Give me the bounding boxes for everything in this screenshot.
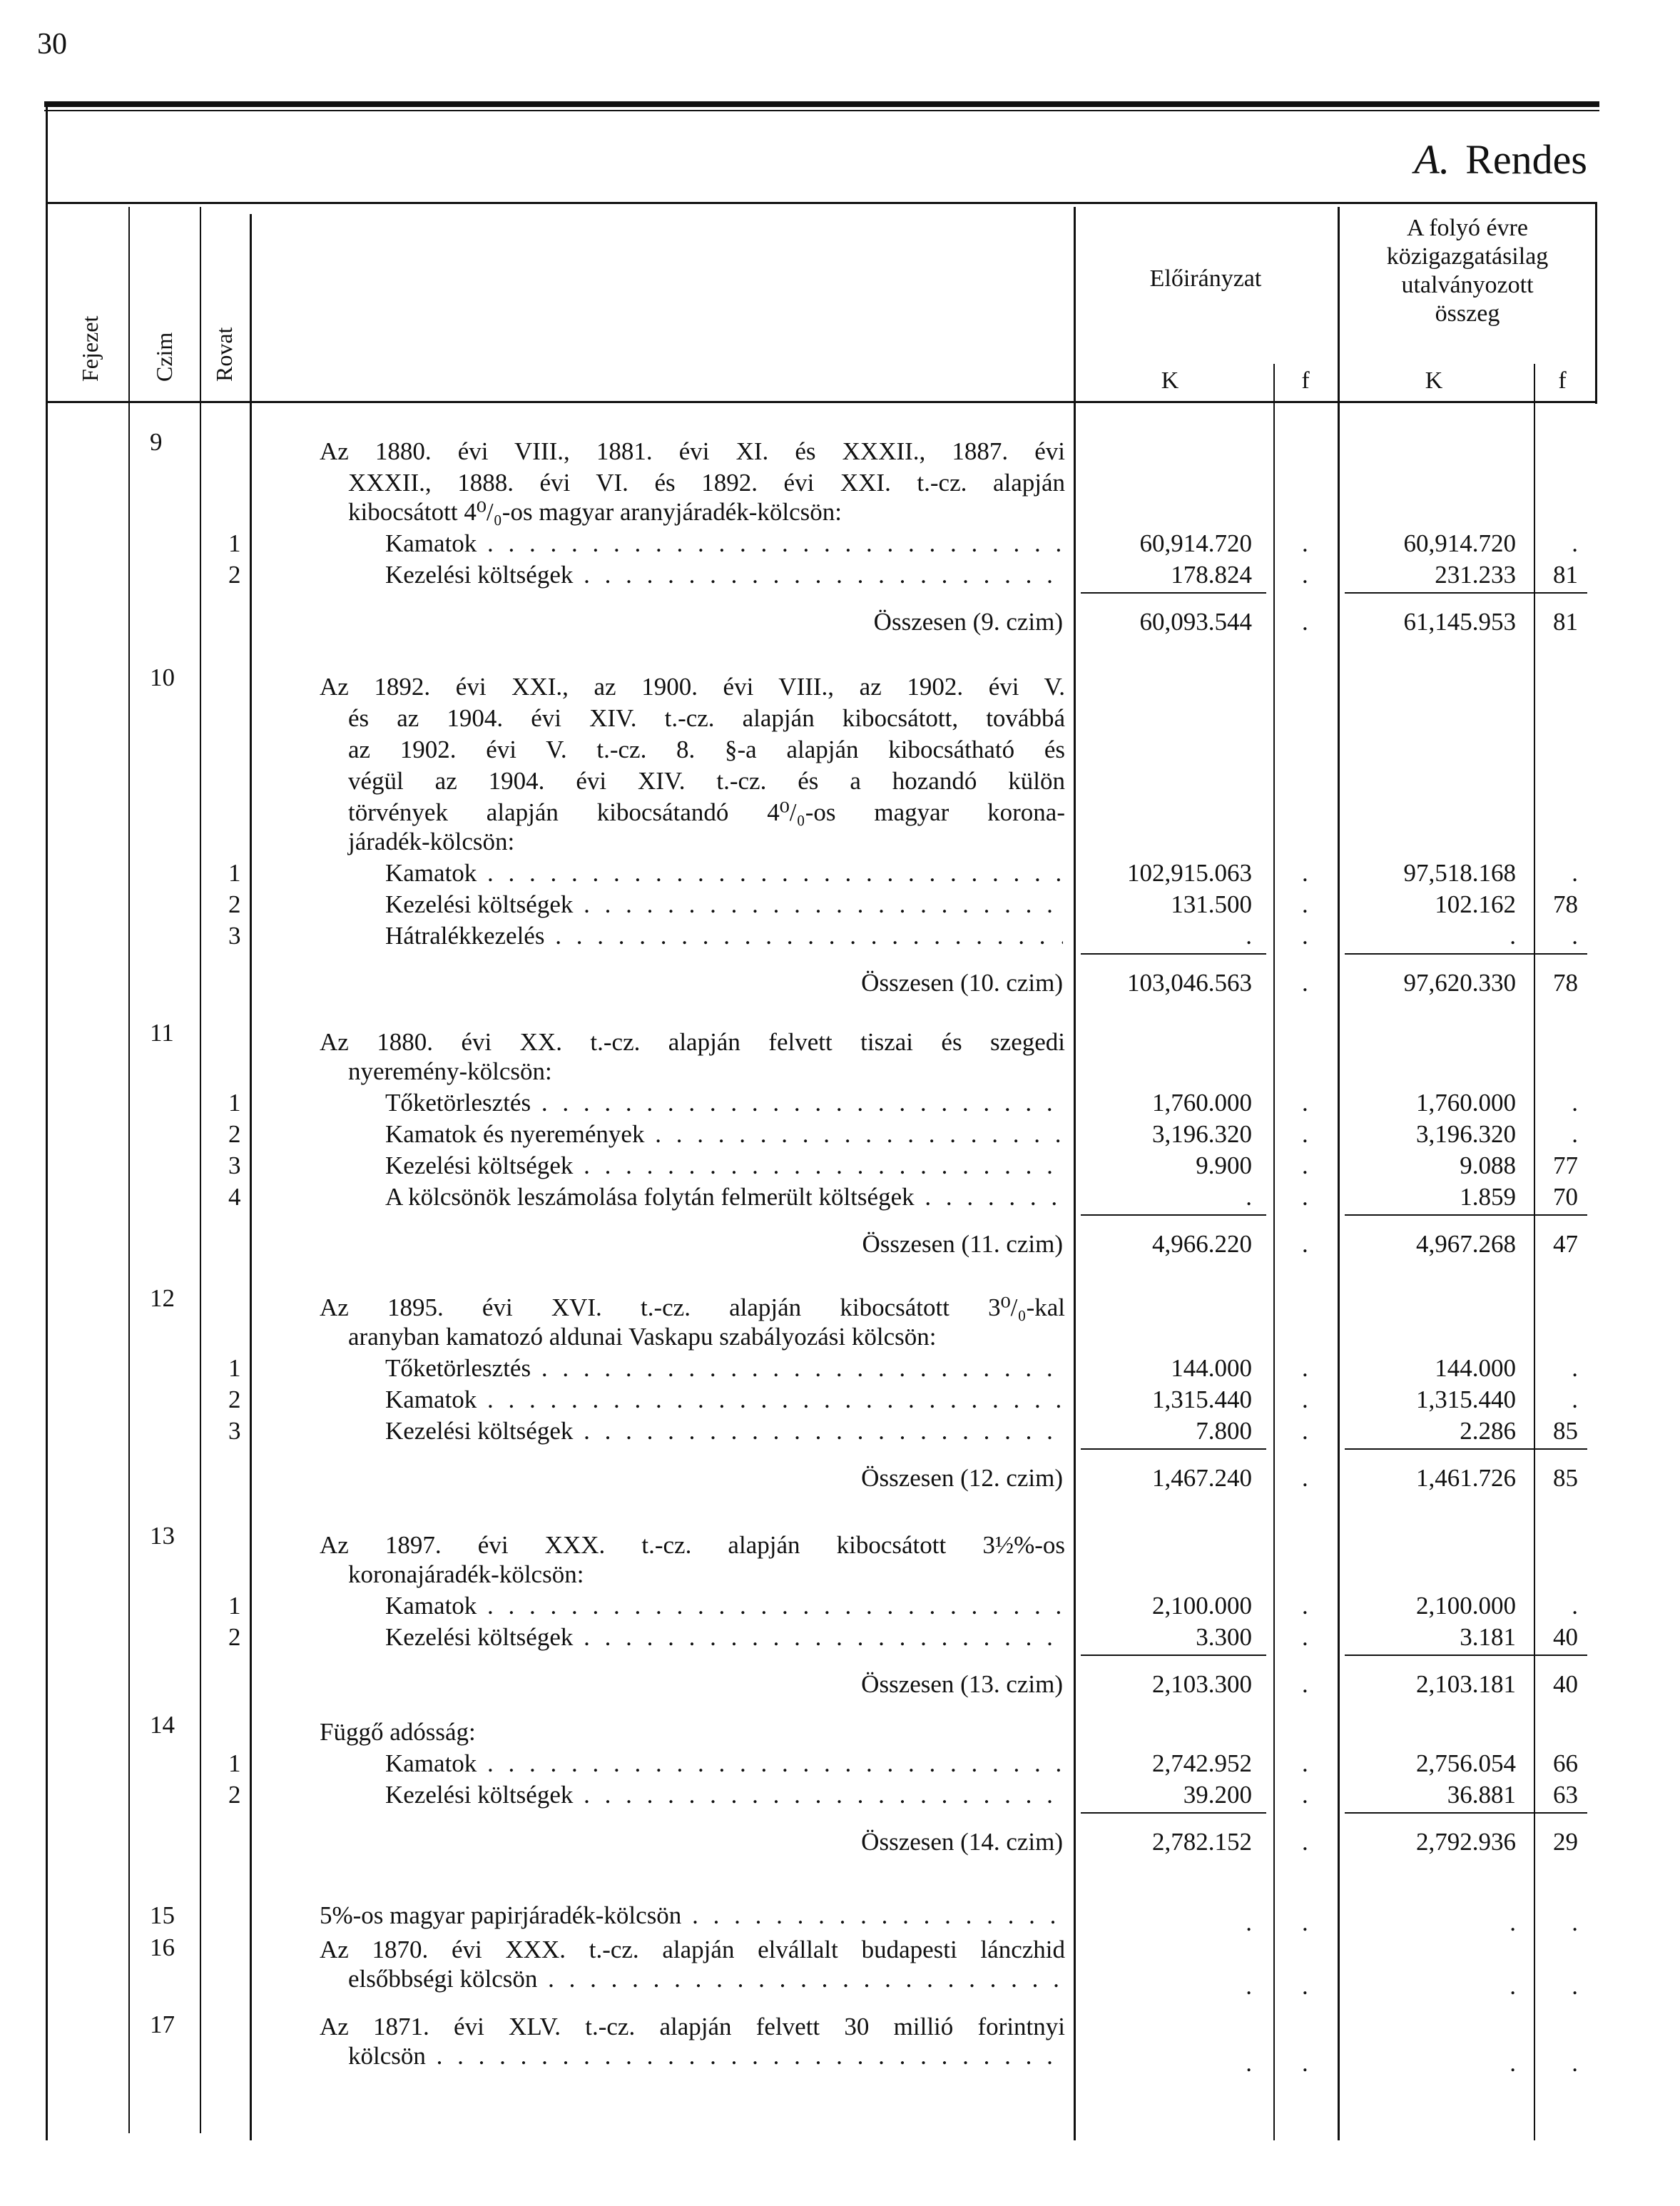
section-czim: 14 [150,1711,175,1739]
top-rule [44,101,1599,107]
item-k2: 3.181 [1460,1623,1516,1651]
section-total-f1: . [1302,1230,1308,1258]
item-f2: 78 [1553,890,1578,918]
section-total-k1: 60,093.544 [1139,608,1252,636]
item-label: Tőketörlesztés . . . [385,1354,1063,1383]
header-top-rule [46,202,1595,204]
header-bottom-rule [46,401,1595,403]
tail-f2: . [1572,1908,1578,1936]
item-f1: . [1302,890,1308,918]
item-f2: 66 [1553,1749,1578,1777]
item-f1: . [1302,859,1308,887]
item-f1: . [1302,1781,1308,1809]
tail-k2: . [1510,2049,1516,2077]
item-f1: . [1302,529,1308,557]
tail-line: Az 1871. évi XLV. t.-cz. alapján felvett 30 millió forintnyi [320,2013,1065,2040]
item-rovat: 2 [228,890,241,918]
header-k-1: K [1161,367,1179,394]
item-k1: 2,100.000 [1152,1592,1252,1620]
item-f2: 70 [1553,1183,1578,1211]
section-total-label: Összesen (13. czim) [861,1670,1063,1698]
section-czim: 12 [150,1284,175,1312]
item-label: Kezelési költségek . . . [385,561,1063,589]
section-description-line: törvények alapján kibocsátandó 4⁰/₀-os magyar korona- [348,798,1065,826]
item-rovat: 2 [228,561,241,589]
item-k2: 102.162 [1435,890,1516,918]
item-k2: 1.859 [1460,1183,1516,1211]
item-rovat: 2 [228,1781,241,1809]
item-k2: 3,196.320 [1416,1120,1516,1148]
section-total-f1: . [1302,1464,1308,1492]
col-sep-2 [200,207,201,2133]
item-f1: . [1302,1592,1308,1620]
item-rovat: 3 [228,1417,241,1445]
item-k1: 3.300 [1196,1623,1252,1651]
item-k2: 36.881 [1447,1781,1516,1809]
item-k2: 97,518.168 [1403,859,1516,887]
section-description-line: Az 1897. évi XXX. t.-cz. alapján kibocsátott 3½%-os [320,1531,1065,1559]
section-description-line: járadék-kölcsön: [348,828,515,855]
subtotal-rule-2 [1345,953,1587,955]
section-total-f2: 78 [1553,969,1578,997]
item-k1: . [1246,1183,1252,1211]
header-f-1: f [1301,367,1310,394]
item-f2: . [1572,1386,1578,1413]
item-f1: . [1302,1749,1308,1777]
item-f2: 40 [1553,1623,1578,1651]
section-total-k2: 61,145.953 [1403,608,1516,636]
total-rule-1 [1081,1654,1266,1656]
section-description-line: végül az 1904. évi XIV. t.-cz. és a hozandó külön [348,767,1065,795]
header-eloiranyzat: Előirányzat [1149,265,1262,292]
col-sep-4 [1074,207,1076,2140]
item-k2: 2.286 [1460,1417,1516,1445]
header-utalv-line-2: közigazgatásilag [1386,243,1549,270]
item-rovat: 1 [228,859,241,887]
item-f2: 85 [1553,1417,1578,1445]
item-rovat: 3 [228,922,241,950]
item-rovat: 1 [228,1089,241,1117]
section-czim: 9 [150,428,163,456]
header-rovat: Rovat [211,327,237,382]
tail-k1: . [1246,1972,1252,2000]
item-f2: . [1572,922,1578,950]
total-rule-1 [1081,1448,1266,1450]
item-f2: . [1572,1089,1578,1117]
item-rovat: 2 [228,1120,241,1148]
item-k2: 1,760.000 [1416,1089,1516,1117]
col-sep-3 [250,214,252,2140]
section-total-k2: 97,620.330 [1403,969,1516,997]
item-k2: 2,756.054 [1416,1749,1516,1777]
item-label: Kamatok és nyeremények . . . [385,1120,1063,1149]
section-total-k2: 2,792.936 [1416,1828,1516,1856]
header-title [1414,136,1587,183]
item-k2: 60,914.720 [1403,529,1516,557]
item-label: Kezelési költségek . . . [385,1781,1063,1809]
item-k2: 1,315.440 [1416,1386,1516,1413]
header-k-2: K [1425,367,1443,394]
item-k1: 1,760.000 [1152,1089,1252,1117]
tail-f1: . [1302,1908,1308,1936]
section-total-k1: 2,103.300 [1152,1670,1252,1698]
tail-f1: . [1302,2049,1308,2077]
section-total-label: Összesen (14. czim) [861,1828,1063,1856]
section-description-line: kibocsátott 4⁰/₀-os magyar aranyjáradék-kölcsön: [348,498,842,526]
item-k1: 3,196.320 [1152,1120,1252,1148]
tail-line: elsőbbségi kölcsön . . . [348,1965,1063,1993]
item-k1: . [1246,922,1252,950]
header-fejezet: Fejezet [77,315,103,382]
section-description-line: nyeremény-kölcsön: [348,1057,552,1085]
section-total-k2: 4,967.268 [1416,1230,1516,1258]
item-f1: . [1302,1183,1308,1211]
tail-k1: . [1246,1908,1252,1936]
header-word: Rendes [1465,136,1587,183]
section-czim: 10 [150,664,175,691]
section-description-line: Függő adósság: [320,1718,476,1746]
header-f-2: f [1558,367,1567,394]
item-f1: . [1302,1354,1308,1382]
tail-f2: . [1572,1972,1578,2000]
section-description-line: koronajáradék-kölcsön: [348,1560,584,1588]
item-k1: 9.900 [1196,1152,1252,1179]
subtotal-rule-2 [1345,1812,1587,1814]
item-k1: 7.800 [1196,1417,1252,1445]
tail-k2: . [1510,1908,1516,1936]
section-total-f1: . [1302,608,1308,636]
header-utalvanyozott [1340,214,1595,328]
item-label: Tőketörlesztés . . . [385,1089,1063,1117]
item-k1: 102,915.063 [1127,859,1252,887]
col-sep-1 [128,207,130,2133]
section-czim: 11 [150,1019,174,1047]
tail-line: kölcsön . . . [348,2042,1063,2070]
tail-czim: 16 [150,1933,175,1961]
tail-k2: . [1510,1972,1516,2000]
item-f2: 63 [1553,1781,1578,1809]
header-letter: A. [1414,136,1450,183]
section-total-label: Összesen (12. czim) [861,1464,1063,1492]
section-description-line: aranyban kamatozó aldunai Vaskapu szabályozási kölcsön: [348,1323,937,1351]
col-sep-f2 [1534,364,1535,2140]
item-rovat: 1 [228,1592,241,1620]
section-description-line: és az 1904. évi XIV. t.-cz. alapján kibocsátott, továbbá [348,704,1065,732]
item-f1: . [1302,1120,1308,1148]
subtotal-rule-2 [1345,1448,1587,1450]
item-label: Kezelési költségek . . . [385,890,1063,919]
subtotal-rule-2 [1345,1214,1587,1216]
item-label: Kezelési költségek . . . [385,1152,1063,1180]
section-total-f2: 81 [1553,608,1578,636]
section-total-f2: 29 [1553,1828,1578,1856]
item-k1: 39.200 [1183,1781,1252,1809]
item-rovat: 4 [228,1183,241,1211]
item-rovat: 2 [228,1386,241,1413]
col-sep-f1 [1273,364,1275,2140]
subtotal-rule-2 [1345,1654,1587,1656]
section-total-k1: 1,467.240 [1152,1464,1252,1492]
tail-czim: 15 [150,1901,175,1929]
item-f2: . [1572,1354,1578,1382]
item-k2: 9.088 [1460,1152,1516,1179]
item-f1: . [1302,1417,1308,1445]
item-f2: 77 [1553,1152,1578,1179]
section-description-line: XXXII., 1888. évi VI. és 1892. évi XXI. t.-cz. alapján [348,469,1065,497]
item-k1: 2,742.952 [1152,1749,1252,1777]
item-rovat: 1 [228,529,241,557]
total-rule-1 [1081,953,1266,955]
total-rule-1 [1081,592,1266,594]
item-k1: 131.500 [1171,890,1252,918]
item-f2: . [1572,1592,1578,1620]
left-border [46,107,48,2140]
item-rovat: 1 [228,1354,241,1382]
section-total-f1: . [1302,969,1308,997]
section-description-line: Az 1892. évi XXI., az 1900. évi VIII., az 1902. évi V. [320,673,1065,701]
header-utalv-line-3: utalványozott [1401,272,1534,298]
item-f1: . [1302,1152,1308,1179]
item-f2: . [1572,1120,1578,1148]
header-czim: Czim [151,332,177,382]
item-label: Kamatok . . . [385,1386,1063,1414]
tail-czim: 17 [150,2011,175,2038]
item-f2: . [1572,529,1578,557]
top-rule-thin [44,110,1599,111]
item-k1: 144.000 [1171,1354,1252,1382]
item-k1: 1,315.440 [1152,1386,1252,1413]
item-k2: 231.233 [1435,561,1516,589]
item-label: Kamatok . . . [385,859,1063,888]
total-rule-1 [1081,1812,1266,1814]
right-border [1595,202,1597,404]
section-czim: 13 [150,1522,175,1550]
item-label: Kamatok . . . [385,529,1063,558]
section-total-k1: 4,966.220 [1152,1230,1252,1258]
section-total-f2: 85 [1553,1464,1578,1492]
section-description-line: Az 1880. évi XX. t.-cz. alapján felvett tiszai és szegedi [320,1028,1065,1056]
section-total-f1: . [1302,1670,1308,1698]
tail-k1: . [1246,2049,1252,2077]
section-description-line: Az 1880. évi VIII., 1881. évi XI. és XXXII., 1887. évi [320,437,1065,465]
item-f1: . [1302,1386,1308,1413]
header-utalv-line-1: A folyó évre [1407,215,1528,241]
section-total-f2: 40 [1553,1670,1578,1698]
section-total-k2: 1,461.726 [1416,1464,1516,1492]
item-label: A kölcsönök leszámolása folytán felmerült költségek . . . [385,1183,1063,1211]
item-label: Kamatok . . . [385,1592,1063,1620]
total-rule-1 [1081,1214,1266,1216]
item-k2: 2,100.000 [1416,1592,1516,1620]
section-total-label: Összesen (11. czim) [862,1230,1063,1258]
item-label: Kezelési költségek . . . [385,1623,1063,1652]
item-f1: . [1302,1623,1308,1651]
page-number: 30 [37,28,67,61]
section-total-k1: 103,046.563 [1127,969,1252,997]
section-total-label: Összesen (10. czim) [861,969,1063,997]
item-rovat: 2 [228,1623,241,1651]
tail-f1: . [1302,1972,1308,2000]
item-label: Kezelési költségek . . . [385,1417,1063,1445]
item-f2: 81 [1553,561,1578,589]
tail-line: Az 1870. évi XXX. t.-cz. alapján elvállalt budapesti lánczhid [320,1936,1065,1963]
section-total-f1: . [1302,1828,1308,1856]
item-f1: . [1302,1089,1308,1117]
item-label: Kamatok . . . [385,1749,1063,1778]
item-label: Hátralékkezelés . . . [385,922,1063,950]
section-description-line: Az 1895. évi XVI. t.-cz. alapján kibocsátott 3⁰/₀-kal [320,1293,1065,1321]
item-k1: 178.824 [1171,561,1252,589]
item-rovat: 1 [228,1749,241,1777]
item-k2: . [1510,922,1516,950]
section-total-label: Összesen (9. czim) [873,608,1063,636]
section-total-f2: 47 [1553,1230,1578,1258]
tail-f2: . [1572,2049,1578,2077]
item-f1: . [1302,922,1308,950]
item-rovat: 3 [228,1152,241,1179]
item-f1: . [1302,561,1308,589]
section-description-line: az 1902. évi V. t.-cz. 8. §-a alapján kibocsátható és [348,736,1065,763]
item-f2: . [1572,859,1578,887]
section-total-k2: 2,103.181 [1416,1670,1516,1698]
item-k2: 144.000 [1435,1354,1516,1382]
section-total-k1: 2,782.152 [1152,1828,1252,1856]
col-sep-5 [1338,207,1340,2140]
subtotal-rule-2 [1345,592,1587,594]
header-utalv-line-4: összeg [1435,300,1500,327]
tail-line: 5%-os magyar papirjáradék-kölcsön . . . [320,1901,1063,1930]
item-k1: 60,914.720 [1139,529,1252,557]
